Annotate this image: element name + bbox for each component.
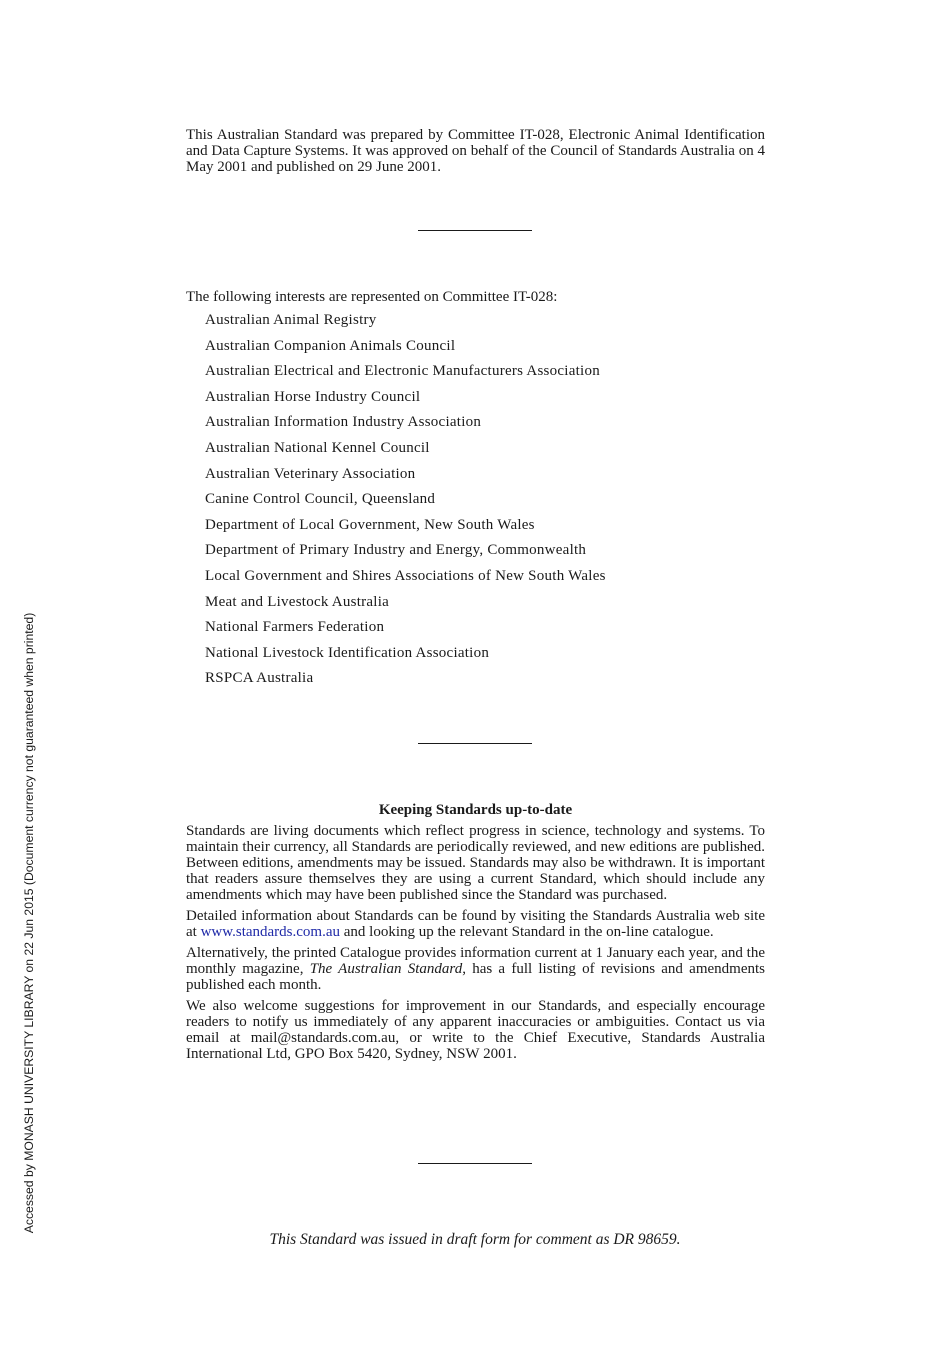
committee-member: Australian Electrical and Electronic Manufacturers Association <box>205 363 600 380</box>
paragraph-text: Alternatively, the printed Catalogue provides information current at 1 January each year, and the monthly magazine, <box>186 945 765 977</box>
separator-rule <box>418 230 532 231</box>
committee-member: Australian Animal Registry <box>205 312 377 328</box>
keeping-standards-title: Keeping Standards up-to-date <box>378 802 573 818</box>
draft-note: This Standard was issued in draft form for comment as DR 98659. <box>269 1231 681 1248</box>
committee-member-list <box>205 311 606 695</box>
magazine-title: The Australian Standard <box>309 961 463 977</box>
paragraph-text: , has a full listing of revisions and amendments published each month. <box>186 961 765 993</box>
committee-member: Australian Information Industry Association <box>205 414 482 431</box>
paragraph-text: Detailed information about Standards can be found by visiting the Standards Australia web site at <box>186 908 765 940</box>
separator-rule <box>418 743 532 744</box>
committee-heading: The following interests are represented on Committee IT-028: <box>186 289 558 305</box>
committee-member: Canine Control Council, Queensland <box>205 491 436 508</box>
committee-member: Australian National Kennel Council <box>205 439 430 456</box>
separator-rule <box>418 1163 532 1164</box>
paragraph-text: and looking up the relevant Standard in the on-line catalogue. <box>340 924 714 940</box>
committee-member: National Livestock Identification Association <box>205 644 490 661</box>
committee-member: Australian Companion Animals Council <box>205 337 456 354</box>
committee-member: Local Government and Shires Associations of New South Wales <box>205 567 606 584</box>
access-watermark: Accessed by MONASH UNIVERSITY LIBRARY on 22 Jun 2015 (Document currency not guaranteed when printed) <box>22 612 36 1234</box>
committee-member: Australian Horse Industry Council <box>205 388 421 405</box>
committee-member: Meat and Livestock Australia <box>205 593 390 610</box>
paragraph-catalogue <box>186 945 765 993</box>
committee-member: Department of Primary Industry and Energy, Commonwealth <box>205 542 587 559</box>
committee-member: Australian Veterinary Association <box>205 465 416 482</box>
paragraph-living-documents: Standards are living documents which reflect progress in science, technology and systems. To maintain their currency, all Standards are periodically reviewed, and new editions are published. Between editions, amendments may be issued. Standards may also be withdrawn. It is important that readers assure themselves they are using a current Standard, which should include any amendments which may have been published since the Standard was purchased. <box>186 823 765 903</box>
paragraph-web-site <box>186 908 765 940</box>
keeping-standards-body <box>186 823 765 1067</box>
committee-member: RSPCA Australia <box>205 670 314 687</box>
standards-website-link[interactable]: www.standards.com.au <box>200 924 340 940</box>
committee-member: National Farmers Federation <box>205 619 385 636</box>
committee-member: Department of Local Government, New South Wales <box>205 516 535 533</box>
intro-paragraph: This Australian Standard was prepared by Committee IT-028, Electronic Animal Identification and Data Capture Systems. It was approved on behalf of the Council of Standards Australia on 4 May 2001 and published on 29 June 2001. <box>186 127 765 175</box>
paragraph-suggestions: We also welcome suggestions for improvement in our Standards, and especially encourage readers to notify us immediately of any apparent inaccuracies or ambiguities. Contact us via email at mail@standards.com.au, or write to the Chief Executive, Standards Australia International Ltd, GPO Box 5420, Sydney, NSW 2001. <box>186 998 765 1062</box>
